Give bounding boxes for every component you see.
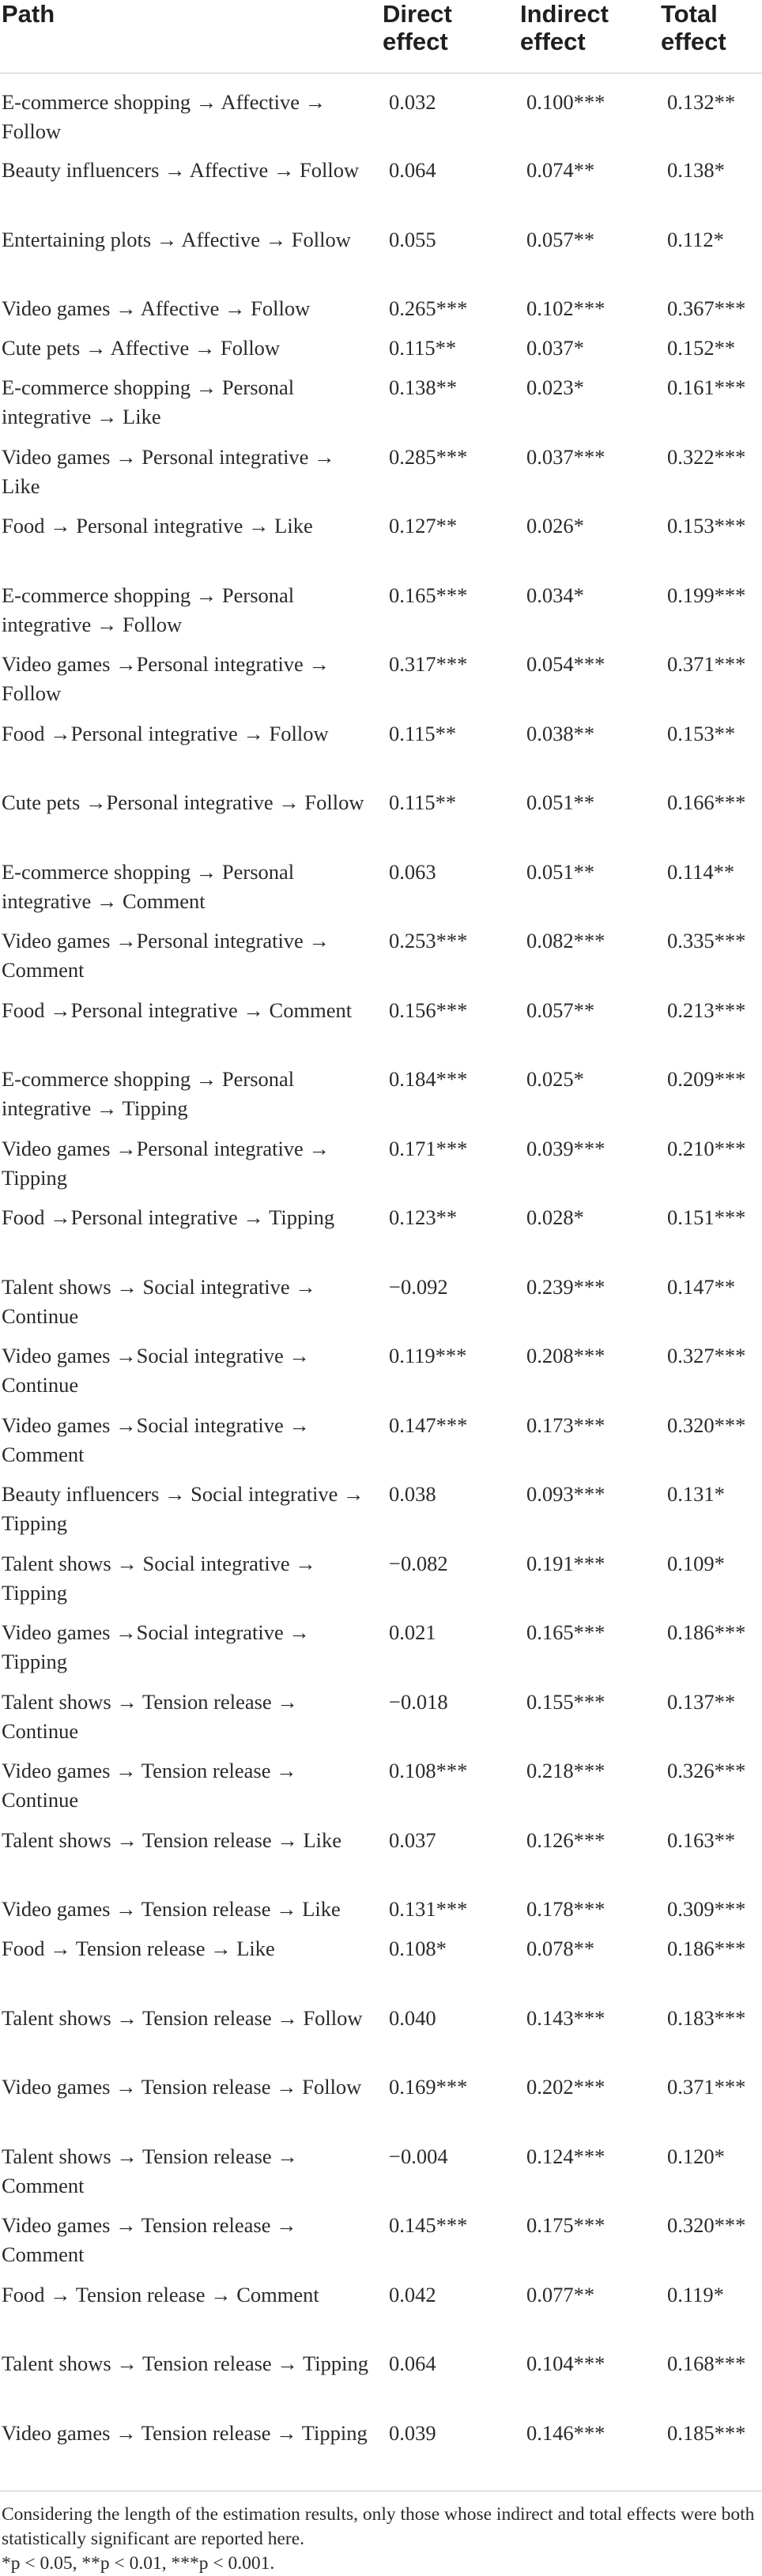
indirect-effect-cell: 0.100*** (526, 89, 605, 114)
table-row (0, 1618, 762, 1688)
table-body (0, 73, 762, 2491)
table-row (0, 225, 762, 295)
total-effect-cell: 0.109* (667, 1551, 725, 1575)
table-row (0, 719, 762, 789)
total-effect-cell: 0.119* (667, 2282, 724, 2306)
direct-effect-cell: 0.147*** (389, 1412, 468, 1437)
path-cell: Talent shows → Tension release → Continue (2, 1689, 298, 1743)
direct-effect-cell: 0.115** (389, 790, 457, 814)
indirect-effect-cell: 0.102*** (526, 296, 605, 320)
path-cell: Video games →Social integrative → Comment (2, 1412, 310, 1466)
path-cell: Video games → Tension release → Tipping (2, 2420, 368, 2445)
total-effect-cell: 0.371*** (667, 652, 746, 676)
total-effect-cell: 0.309*** (667, 1897, 746, 1921)
indirect-effect-cell: 0.057** (526, 998, 595, 1022)
direct-effect-cell: 0.119*** (389, 1344, 467, 1367)
total-effect-cell: 0.326*** (667, 1759, 746, 1782)
total-effect-cell: 0.163** (667, 1827, 736, 1852)
path-cell: E-commerce shopping → Personal integrative → Tipping (2, 1067, 295, 1120)
path-cell: Video games → Tension release → Like (2, 1897, 341, 1921)
table-row (0, 2004, 762, 2073)
header-total-effect: Total effect (661, 0, 726, 55)
indirect-effect-cell: 0.173*** (526, 1412, 605, 1437)
table-row (0, 2349, 762, 2419)
indirect-effect-cell: 0.074** (526, 158, 595, 182)
direct-effect-cell: 0.021 (389, 1620, 436, 1644)
header-direct-effect: Direct effect (383, 0, 452, 55)
table-row (0, 581, 762, 651)
path-cell: Video games → Tension release → Continue (2, 1759, 297, 1812)
total-effect-cell: 0.168*** (667, 2352, 746, 2375)
direct-effect-cell: 0.063 (389, 859, 436, 884)
indirect-effect-cell: 0.191*** (526, 1551, 605, 1575)
total-effect-cell: 0.120* (667, 2144, 725, 2168)
path-cell: Video games → Affective → Follow (2, 296, 311, 320)
indirect-effect-cell: 0.124*** (526, 2144, 605, 2168)
table-row (0, 858, 762, 927)
direct-effect-cell: 0.042 (389, 2282, 436, 2306)
total-effect-cell: 0.210*** (667, 1136, 746, 1160)
direct-effect-cell: −0.018 (389, 1689, 448, 1714)
table-row (0, 926, 762, 996)
direct-effect-cell: 0.131*** (389, 1897, 468, 1921)
indirect-effect-cell: 0.026* (526, 514, 584, 537)
table-row (0, 650, 762, 719)
path-cell: Talent shows → Social integrative → Continue (2, 1274, 316, 1328)
direct-effect-cell: 0.039 (389, 2420, 436, 2445)
indirect-effect-cell: 0.051** (526, 859, 595, 884)
path-cell: Food → Personal integrative → Like (2, 514, 313, 537)
path-cell: Food →Personal integrative → Tipping (2, 1205, 335, 1229)
direct-effect-cell: 0.115** (389, 721, 457, 745)
table-row (0, 1826, 762, 1895)
table-header (0, 0, 762, 73)
direct-effect-cell: 0.064 (389, 2352, 436, 2375)
table-row (0, 1065, 762, 1134)
direct-effect-cell: 0.265*** (389, 296, 468, 320)
total-effect-cell: 0.327*** (667, 1344, 746, 1367)
indirect-effect-cell: 0.078** (526, 1937, 595, 1960)
total-effect-cell: 0.186*** (667, 1937, 746, 1960)
total-effect-cell: 0.152** (667, 336, 736, 360)
indirect-effect-cell: 0.039*** (526, 1136, 605, 1160)
total-effect-cell: 0.112* (667, 227, 724, 251)
path-cell: Cute pets → Affective → Follow (2, 336, 281, 360)
table-row (0, 996, 762, 1065)
total-effect-cell: 0.138* (667, 158, 725, 182)
table-row (0, 788, 762, 858)
total-effect-cell: 0.367*** (667, 296, 746, 320)
indirect-effect-cell: 0.146*** (526, 2420, 605, 2445)
total-effect-cell: 0.371*** (667, 2075, 746, 2099)
direct-effect-cell: 0.165*** (389, 583, 468, 607)
table-row (0, 373, 762, 443)
path-cell: E-commerce shopping → Affective → Follow (2, 89, 326, 143)
indirect-effect-cell: 0.155*** (526, 1689, 605, 1714)
direct-effect-cell: 0.037 (389, 1827, 436, 1852)
path-cell: Food →Personal integrative → Comment (2, 998, 353, 1022)
path-cell: Video games → Tension release → Follow (2, 2075, 362, 2099)
table-row (0, 1134, 762, 1204)
direct-effect-cell: 0.127** (389, 514, 458, 537)
path-cell: Food → Tension release → Like (2, 1937, 275, 1960)
direct-effect-cell: −0.082 (389, 1551, 448, 1575)
total-effect-cell: 0.132** (667, 89, 736, 114)
table-row (0, 1934, 762, 2004)
total-effect-cell: 0.161*** (667, 375, 746, 399)
path-cell: Talent shows → Social integrative → Tipping (2, 1551, 316, 1605)
indirect-effect-cell: 0.051** (526, 790, 595, 814)
table-row (0, 1411, 762, 1480)
direct-effect-cell: 0.040 (389, 2005, 436, 2030)
header-indirect-effect: Indirect effect (520, 0, 609, 55)
total-effect-cell: 0.166*** (667, 790, 746, 814)
indirect-effect-cell: 0.239*** (526, 1274, 605, 1299)
table-row (0, 2280, 762, 2350)
indirect-effect-cell: 0.037*** (526, 444, 605, 469)
direct-effect-cell: 0.253*** (389, 929, 468, 952)
indirect-effect-cell: 0.218*** (526, 1759, 605, 1782)
table-row (0, 156, 762, 225)
total-effect-cell: 0.335*** (667, 929, 746, 952)
direct-effect-cell: 0.138** (389, 375, 458, 399)
table-row (0, 1480, 762, 1549)
path-cell: Video games →Personal integrative → Tipping (2, 1136, 330, 1190)
table-row (0, 2419, 762, 2491)
total-effect-cell: 0.114** (667, 859, 735, 884)
indirect-effect-cell: 0.178*** (526, 1897, 605, 1921)
table-row (0, 2211, 762, 2280)
table-row (0, 1341, 762, 1411)
total-effect-cell: 0.199*** (667, 583, 746, 607)
total-effect-cell: 0.320*** (667, 1412, 746, 1437)
table-row (0, 1895, 762, 1934)
direct-effect-cell: 0.123** (389, 1205, 458, 1229)
table-row (0, 334, 762, 373)
path-cell: Cute pets →Personal integrative → Follow (2, 790, 364, 814)
indirect-effect-cell: 0.028* (526, 1205, 584, 1229)
total-effect-cell: 0.186*** (667, 1620, 746, 1644)
indirect-effect-cell: 0.126*** (526, 1827, 605, 1852)
indirect-effect-cell: 0.077** (526, 2282, 595, 2306)
total-effect-cell: 0.153** (667, 721, 736, 745)
path-cell: Talent shows → Tension release → Like (2, 1827, 342, 1852)
total-effect-cell: 0.131* (667, 1482, 725, 1506)
direct-effect-cell: 0.317*** (389, 652, 468, 676)
path-cell: Food →Personal integrative → Follow (2, 721, 329, 745)
path-cell: Food → Tension release → Comment (2, 2282, 319, 2306)
total-effect-cell: 0.153*** (667, 514, 746, 537)
total-effect-cell: 0.185*** (667, 2420, 746, 2445)
table-row (0, 73, 762, 156)
header-path: Path (2, 0, 55, 28)
total-effect-cell: 0.320*** (667, 2213, 746, 2237)
total-effect-cell: 0.151*** (667, 1205, 746, 1229)
path-cell: Talent shows → Tension release → Follow (2, 2005, 363, 2030)
table-row (0, 1203, 762, 1273)
path-cell: Beauty influencers → Affective → Follow (2, 158, 360, 182)
direct-effect-cell: 0.156*** (389, 998, 468, 1022)
total-effect-cell: 0.209*** (667, 1067, 746, 1091)
path-cell: E-commerce shopping → Personal integrative → Follow (2, 583, 295, 636)
total-effect-cell: 0.322*** (667, 444, 746, 469)
indirect-effect-cell: 0.202*** (526, 2075, 605, 2099)
path-cell: Entertaining plots → Affective → Follow (2, 227, 351, 251)
indirect-effect-cell: 0.143*** (526, 2005, 605, 2030)
indirect-effect-cell: 0.082*** (526, 929, 605, 952)
path-cell: E-commerce shopping → Personal integrative → Comment (2, 859, 295, 913)
indirect-effect-cell: 0.037* (526, 336, 584, 360)
table-row (0, 1273, 762, 1342)
table-row (0, 511, 762, 581)
path-cell: Video games →Social integrative → Tipping (2, 1620, 310, 1673)
direct-effect-cell: −0.092 (389, 1274, 448, 1299)
indirect-effect-cell: 0.175*** (526, 2213, 605, 2237)
direct-effect-cell: 0.115** (389, 336, 457, 360)
indirect-effect-cell: 0.034* (526, 583, 584, 607)
table-row (0, 2072, 762, 2142)
total-effect-cell: 0.213*** (667, 998, 746, 1022)
indirect-effect-cell: 0.165*** (526, 1620, 605, 1644)
direct-effect-cell: 0.184*** (389, 1067, 468, 1091)
indirect-effect-cell: 0.208*** (526, 1344, 605, 1367)
path-cell: E-commerce shopping → Personal integrative → Like (2, 375, 295, 428)
direct-effect-cell: 0.171*** (389, 1136, 468, 1160)
table-row (0, 443, 762, 512)
direct-effect-cell: 0.108*** (389, 1759, 468, 1782)
path-cell: Video games →Personal integrative → Comment (2, 929, 330, 982)
direct-effect-cell: −0.004 (389, 2144, 448, 2168)
path-cell: Beauty influencers → Social integrative → Tipping (2, 1482, 364, 1535)
indirect-effect-cell: 0.023* (526, 375, 584, 399)
direct-effect-cell: 0.064 (389, 158, 436, 182)
table-row (0, 1549, 762, 1619)
table-row (0, 294, 762, 334)
table-row (0, 1756, 762, 1826)
indirect-effect-cell: 0.104*** (526, 2352, 605, 2375)
indirect-effect-cell: 0.025* (526, 1067, 584, 1091)
path-cell: Video games → Tension release → Comment (2, 2213, 297, 2266)
total-effect-cell: 0.137** (667, 1689, 736, 1714)
direct-effect-cell: 0.038 (389, 1482, 436, 1506)
direct-effect-cell: 0.169*** (389, 2075, 468, 2099)
direct-effect-cell: 0.055 (389, 227, 436, 251)
path-cell: Video games → Personal integrative → Like (2, 444, 335, 498)
table-row (0, 2142, 762, 2212)
significance-note: *p < 0.05, **p < 0.01, ***p < 0.001. (2, 2553, 275, 2574)
direct-effect-cell: 0.032 (389, 89, 436, 114)
table-row (0, 1688, 762, 1757)
total-effect-cell: 0.147** (667, 1274, 736, 1299)
table-footnote (0, 2491, 762, 2576)
indirect-effect-cell: 0.054*** (526, 652, 605, 676)
indirect-effect-cell: 0.093*** (526, 1482, 605, 1506)
indirect-effect-cell: 0.038** (526, 721, 595, 745)
path-cell: Video games →Personal integrative → Follow (2, 652, 330, 705)
path-cell: Talent shows → Tension release → Tipping (2, 2352, 368, 2375)
path-cell: Talent shows → Tension release → Comment (2, 2144, 298, 2197)
direct-effect-cell: 0.285*** (389, 444, 468, 469)
direct-effect-cell: 0.145*** (389, 2213, 468, 2237)
footnote-text: Considering the length of the estimation results, only those whose indirect and total effects were both statistically significant are reported here. (2, 2504, 755, 2549)
indirect-effect-cell: 0.057** (526, 227, 595, 251)
total-effect-cell: 0.183*** (667, 2005, 746, 2030)
path-cell: Video games →Social integrative → Continue (2, 1344, 310, 1397)
direct-effect-cell: 0.108* (389, 1937, 447, 1960)
